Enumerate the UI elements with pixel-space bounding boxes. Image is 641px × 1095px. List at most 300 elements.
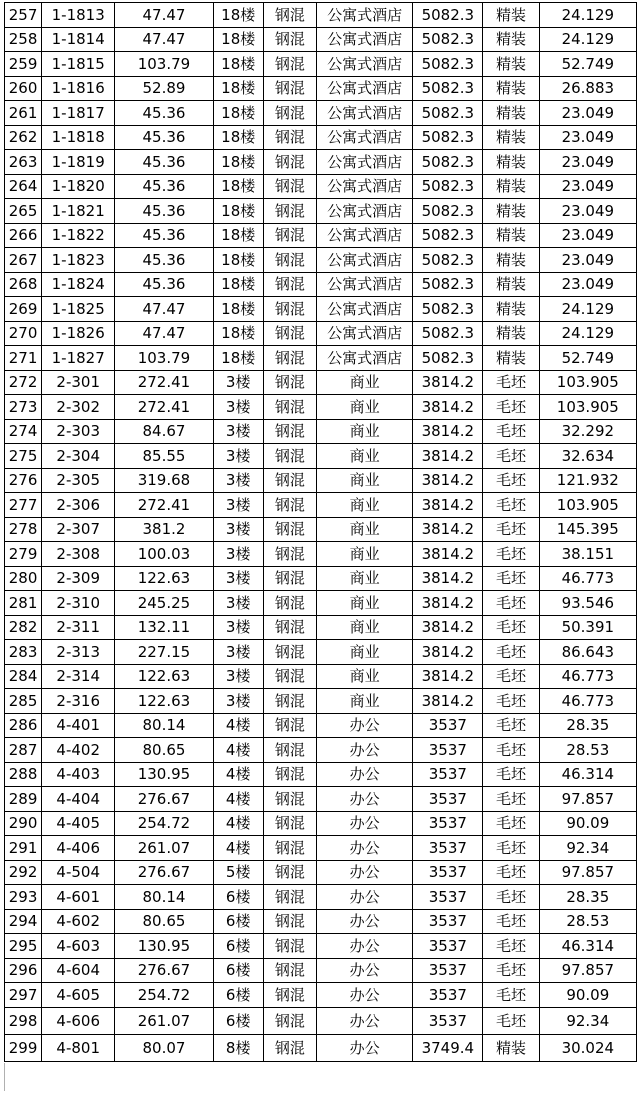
unit-price-cell: 3814.2 (413, 444, 483, 469)
area-cell: 45.36 (115, 199, 213, 224)
area-cell: 45.36 (115, 272, 213, 297)
row-number-cell: 289 (5, 787, 42, 812)
decoration-cell: 毛坯 (483, 419, 539, 444)
usage-cell: 商业 (316, 419, 412, 444)
row-number-cell: 267 (5, 248, 42, 273)
decoration-cell: 毛坯 (483, 444, 539, 469)
decoration-cell: 精装 (483, 199, 539, 224)
structure-cell: 钢混 (263, 248, 316, 273)
value-cell: 46.773 (539, 689, 636, 714)
table-row (5, 664, 637, 689)
area-cell: 254.72 (115, 983, 213, 1008)
room-number-cell: 1-1827 (42, 346, 115, 371)
structure-cell: 钢混 (263, 370, 316, 395)
value-cell: 23.049 (539, 125, 636, 150)
structure-cell: 钢混 (263, 591, 316, 616)
room-number-cell: 2-316 (42, 689, 115, 714)
table-row (5, 787, 637, 812)
row-number-cell: 268 (5, 272, 42, 297)
structure-cell: 钢混 (263, 419, 316, 444)
room-number-cell: 1-1821 (42, 199, 115, 224)
row-number-cell: 288 (5, 762, 42, 787)
room-number-cell: 2-305 (42, 468, 115, 493)
structure-cell: 钢混 (263, 346, 316, 371)
row-number-cell: 262 (5, 125, 42, 150)
table-row (5, 395, 637, 420)
decoration-cell: 毛坯 (483, 836, 539, 861)
unit-price-cell: 5082.3 (413, 125, 483, 150)
row-number-cell: 260 (5, 76, 42, 101)
usage-cell: 公寓式酒店 (316, 27, 412, 52)
room-number-cell: 4-604 (42, 958, 115, 983)
value-cell: 32.292 (539, 419, 636, 444)
table-row (5, 517, 637, 542)
decoration-cell: 毛坯 (483, 1007, 539, 1034)
decoration-cell: 精装 (483, 27, 539, 52)
row-number-cell: 265 (5, 199, 42, 224)
usage-cell: 商业 (316, 444, 412, 469)
room-number-cell: 1-1822 (42, 223, 115, 248)
value-cell: 97.857 (539, 787, 636, 812)
unit-price-cell: 5082.3 (413, 27, 483, 52)
unit-price-cell: 3814.2 (413, 591, 483, 616)
usage-cell: 办公 (316, 934, 412, 959)
decoration-cell: 毛坯 (483, 811, 539, 836)
row-number-cell: 286 (5, 713, 42, 738)
row-number-cell: 272 (5, 370, 42, 395)
area-cell: 254.72 (115, 811, 213, 836)
table-row (5, 419, 637, 444)
unit-price-cell: 3537 (413, 787, 483, 812)
floor-cell: 3楼 (213, 395, 263, 420)
room-number-cell: 2-311 (42, 615, 115, 640)
table-row (5, 738, 637, 763)
value-cell: 28.35 (539, 713, 636, 738)
floor-cell: 18楼 (213, 297, 263, 322)
unit-price-cell: 5082.3 (413, 346, 483, 371)
row-number-cell: 287 (5, 738, 42, 763)
usage-cell: 商业 (316, 566, 412, 591)
value-cell: 50.391 (539, 615, 636, 640)
floor-cell: 6楼 (213, 958, 263, 983)
area-cell: 227.15 (115, 640, 213, 665)
room-number-cell: 4-404 (42, 787, 115, 812)
usage-cell: 办公 (316, 860, 412, 885)
usage-cell: 公寓式酒店 (316, 76, 412, 101)
floor-cell: 3楼 (213, 664, 263, 689)
structure-cell: 钢混 (263, 860, 316, 885)
unit-price-cell: 3537 (413, 860, 483, 885)
row-number-cell: 284 (5, 664, 42, 689)
structure-cell: 钢混 (263, 444, 316, 469)
value-cell: 93.546 (539, 591, 636, 616)
floor-cell: 5楼 (213, 860, 263, 885)
decoration-cell: 毛坯 (483, 493, 539, 518)
unit-price-cell: 5082.3 (413, 3, 483, 28)
usage-cell: 商业 (316, 517, 412, 542)
area-cell: 261.07 (115, 1007, 213, 1034)
unit-price-cell: 3814.2 (413, 664, 483, 689)
value-cell: 103.905 (539, 395, 636, 420)
row-number-cell: 266 (5, 223, 42, 248)
area-cell: 45.36 (115, 223, 213, 248)
table-row (5, 713, 637, 738)
table-row (5, 101, 637, 126)
value-cell: 28.53 (539, 909, 636, 934)
value-cell: 90.09 (539, 983, 636, 1008)
structure-cell: 钢混 (263, 885, 316, 910)
decoration-cell: 毛坯 (483, 713, 539, 738)
row-number-cell: 275 (5, 444, 42, 469)
table-row (5, 983, 637, 1008)
floor-cell: 18楼 (213, 101, 263, 126)
unit-price-cell: 3749.4 (413, 1034, 483, 1061)
value-cell: 28.53 (539, 738, 636, 763)
decoration-cell: 毛坯 (483, 958, 539, 983)
floor-cell: 4楼 (213, 738, 263, 763)
structure-cell: 钢混 (263, 468, 316, 493)
unit-price-cell: 3537 (413, 762, 483, 787)
floor-cell: 3楼 (213, 566, 263, 591)
table-row (5, 493, 637, 518)
decoration-cell: 毛坯 (483, 615, 539, 640)
row-number-cell: 277 (5, 493, 42, 518)
row-number-cell: 273 (5, 395, 42, 420)
structure-cell: 钢混 (263, 493, 316, 518)
area-cell: 276.67 (115, 860, 213, 885)
table-row (5, 885, 637, 910)
area-cell: 47.47 (115, 27, 213, 52)
area-cell: 80.65 (115, 738, 213, 763)
usage-cell: 商业 (316, 689, 412, 714)
area-cell: 122.63 (115, 664, 213, 689)
structure-cell: 钢混 (263, 640, 316, 665)
structure-cell: 钢混 (263, 101, 316, 126)
room-number-cell: 1-1823 (42, 248, 115, 273)
row-number-cell: 259 (5, 52, 42, 77)
room-number-cell: 2-309 (42, 566, 115, 591)
room-number-cell: 1-1816 (42, 76, 115, 101)
decoration-cell: 精装 (483, 174, 539, 199)
value-cell: 92.34 (539, 836, 636, 861)
decoration-cell: 毛坯 (483, 909, 539, 934)
structure-cell: 钢混 (263, 787, 316, 812)
room-number-cell: 4-402 (42, 738, 115, 763)
row-number-cell: 258 (5, 27, 42, 52)
usage-cell: 商业 (316, 468, 412, 493)
room-number-cell: 1-1820 (42, 174, 115, 199)
room-number-cell: 1-1825 (42, 297, 115, 322)
usage-cell: 公寓式酒店 (316, 297, 412, 322)
structure-cell: 钢混 (263, 713, 316, 738)
decoration-cell: 精装 (483, 346, 539, 371)
decoration-cell: 精装 (483, 223, 539, 248)
table-row (5, 566, 637, 591)
unit-price-cell: 3537 (413, 1007, 483, 1034)
table-row (5, 1007, 637, 1034)
structure-cell: 钢混 (263, 542, 316, 567)
decoration-cell: 毛坯 (483, 395, 539, 420)
area-cell: 103.79 (115, 52, 213, 77)
usage-cell: 公寓式酒店 (316, 248, 412, 273)
usage-cell: 公寓式酒店 (316, 272, 412, 297)
floor-cell: 3楼 (213, 468, 263, 493)
decoration-cell: 毛坯 (483, 370, 539, 395)
decoration-cell: 毛坯 (483, 860, 539, 885)
decoration-cell: 精装 (483, 321, 539, 346)
unit-price-cell: 5082.3 (413, 150, 483, 175)
row-number-cell: 269 (5, 297, 42, 322)
decoration-cell: 毛坯 (483, 762, 539, 787)
area-cell: 45.36 (115, 248, 213, 273)
value-cell: 46.773 (539, 566, 636, 591)
usage-cell: 商业 (316, 493, 412, 518)
table-row (5, 958, 637, 983)
decoration-cell: 精装 (483, 76, 539, 101)
floor-cell: 4楼 (213, 811, 263, 836)
unit-price-cell: 3537 (413, 713, 483, 738)
table-row (5, 223, 637, 248)
structure-cell: 钢混 (263, 811, 316, 836)
room-number-cell: 2-304 (42, 444, 115, 469)
value-cell: 38.151 (539, 542, 636, 567)
room-number-cell: 4-401 (42, 713, 115, 738)
floor-cell: 18楼 (213, 52, 263, 77)
usage-cell: 公寓式酒店 (316, 223, 412, 248)
table-row (5, 52, 637, 77)
table-row (5, 150, 637, 175)
table-row (5, 836, 637, 861)
area-cell: 130.95 (115, 762, 213, 787)
room-number-cell: 2-314 (42, 664, 115, 689)
decoration-cell: 精装 (483, 248, 539, 273)
room-number-cell: 2-313 (42, 640, 115, 665)
floor-cell: 3楼 (213, 542, 263, 567)
area-cell: 272.41 (115, 395, 213, 420)
unit-price-cell: 3814.2 (413, 370, 483, 395)
floor-cell: 3楼 (213, 517, 263, 542)
room-number-cell: 4-602 (42, 909, 115, 934)
floor-cell: 8楼 (213, 1034, 263, 1061)
value-cell: 26.883 (539, 76, 636, 101)
structure-cell: 钢混 (263, 321, 316, 346)
floor-cell: 3楼 (213, 615, 263, 640)
row-number-cell: 270 (5, 321, 42, 346)
room-number-cell: 2-303 (42, 419, 115, 444)
area-cell: 45.36 (115, 174, 213, 199)
row-number-cell: 295 (5, 934, 42, 959)
unit-price-cell: 3537 (413, 983, 483, 1008)
structure-cell: 钢混 (263, 174, 316, 199)
unit-price-cell: 5082.3 (413, 272, 483, 297)
table-row (5, 125, 637, 150)
value-cell: 145.395 (539, 517, 636, 542)
row-number-cell: 296 (5, 958, 42, 983)
usage-cell: 公寓式酒店 (316, 346, 412, 371)
unit-price-cell: 5082.3 (413, 321, 483, 346)
decoration-cell: 毛坯 (483, 787, 539, 812)
structure-cell: 钢混 (263, 27, 316, 52)
table-row (5, 934, 637, 959)
area-cell: 276.67 (115, 958, 213, 983)
table-row (5, 370, 637, 395)
table-row (5, 76, 637, 101)
unit-price-cell: 5082.3 (413, 248, 483, 273)
value-cell: 92.34 (539, 1007, 636, 1034)
room-number-cell: 4-405 (42, 811, 115, 836)
usage-cell: 办公 (316, 738, 412, 763)
floor-cell: 18楼 (213, 199, 263, 224)
structure-cell: 钢混 (263, 738, 316, 763)
decoration-cell: 毛坯 (483, 738, 539, 763)
unit-price-cell: 3814.2 (413, 615, 483, 640)
area-cell: 319.68 (115, 468, 213, 493)
row-number-cell: 263 (5, 150, 42, 175)
floor-cell: 4楼 (213, 713, 263, 738)
usage-cell: 办公 (316, 713, 412, 738)
floor-cell: 3楼 (213, 493, 263, 518)
value-cell: 46.773 (539, 664, 636, 689)
unit-price-cell: 3814.2 (413, 542, 483, 567)
usage-cell: 商业 (316, 395, 412, 420)
usage-cell: 公寓式酒店 (316, 125, 412, 150)
unit-price-cell: 3537 (413, 958, 483, 983)
usage-cell: 办公 (316, 762, 412, 787)
value-cell: 24.129 (539, 297, 636, 322)
row-number-cell: 285 (5, 689, 42, 714)
usage-cell: 办公 (316, 885, 412, 910)
unit-price-cell: 3814.2 (413, 689, 483, 714)
decoration-cell: 精装 (483, 3, 539, 28)
room-number-cell: 2-302 (42, 395, 115, 420)
usage-cell: 办公 (316, 811, 412, 836)
value-cell: 121.932 (539, 468, 636, 493)
room-number-cell: 2-308 (42, 542, 115, 567)
usage-cell: 公寓式酒店 (316, 174, 412, 199)
property-table (4, 2, 637, 1062)
floor-cell: 18楼 (213, 346, 263, 371)
row-number-cell: 274 (5, 419, 42, 444)
decoration-cell: 毛坯 (483, 468, 539, 493)
value-cell: 24.129 (539, 321, 636, 346)
unit-price-cell: 3814.2 (413, 640, 483, 665)
usage-cell: 商业 (316, 640, 412, 665)
decoration-cell: 毛坯 (483, 689, 539, 714)
usage-cell: 办公 (316, 1034, 412, 1061)
decoration-cell: 精装 (483, 52, 539, 77)
area-cell: 130.95 (115, 934, 213, 959)
room-number-cell: 4-603 (42, 934, 115, 959)
property-listing-sheet (4, 2, 637, 1062)
floor-cell: 3楼 (213, 640, 263, 665)
row-number-cell: 261 (5, 101, 42, 126)
row-number-cell: 283 (5, 640, 42, 665)
structure-cell: 钢混 (263, 517, 316, 542)
floor-cell: 18楼 (213, 248, 263, 273)
row-number-cell: 282 (5, 615, 42, 640)
table-row (5, 199, 637, 224)
unit-price-cell: 3537 (413, 738, 483, 763)
area-cell: 261.07 (115, 836, 213, 861)
usage-cell: 办公 (316, 983, 412, 1008)
decoration-cell: 精装 (483, 101, 539, 126)
usage-cell: 办公 (316, 1007, 412, 1034)
room-number-cell: 1-1813 (42, 3, 115, 28)
room-number-cell: 1-1817 (42, 101, 115, 126)
value-cell: 97.857 (539, 958, 636, 983)
floor-cell: 18楼 (213, 27, 263, 52)
area-cell: 80.65 (115, 909, 213, 934)
unit-price-cell: 3814.2 (413, 566, 483, 591)
floor-cell: 6楼 (213, 983, 263, 1008)
structure-cell: 钢混 (263, 689, 316, 714)
value-cell: 103.905 (539, 370, 636, 395)
decoration-cell: 精装 (483, 150, 539, 175)
floor-cell: 18楼 (213, 321, 263, 346)
row-number-cell: 299 (5, 1034, 42, 1061)
decoration-cell: 毛坯 (483, 566, 539, 591)
value-cell: 103.905 (539, 493, 636, 518)
area-cell: 52.89 (115, 76, 213, 101)
row-number-cell: 293 (5, 885, 42, 910)
structure-cell: 钢混 (263, 664, 316, 689)
room-number-cell: 4-601 (42, 885, 115, 910)
decoration-cell: 毛坯 (483, 983, 539, 1008)
area-cell: 272.41 (115, 493, 213, 518)
structure-cell: 钢混 (263, 199, 316, 224)
room-number-cell: 4-605 (42, 983, 115, 1008)
room-number-cell: 4-406 (42, 836, 115, 861)
usage-cell: 公寓式酒店 (316, 3, 412, 28)
room-number-cell: 4-801 (42, 1034, 115, 1061)
usage-cell: 商业 (316, 664, 412, 689)
room-number-cell: 1-1818 (42, 125, 115, 150)
table-row (5, 689, 637, 714)
room-number-cell: 1-1819 (42, 150, 115, 175)
table-row (5, 1034, 637, 1061)
room-number-cell: 4-504 (42, 860, 115, 885)
value-cell: 28.35 (539, 885, 636, 910)
row-number-cell: 257 (5, 3, 42, 28)
floor-cell: 3楼 (213, 419, 263, 444)
usage-cell: 办公 (316, 836, 412, 861)
row-number-cell: 271 (5, 346, 42, 371)
value-cell: 90.09 (539, 811, 636, 836)
area-cell: 47.47 (115, 297, 213, 322)
decoration-cell: 毛坯 (483, 591, 539, 616)
unit-price-cell: 3814.2 (413, 493, 483, 518)
row-number-cell: 276 (5, 468, 42, 493)
unit-price-cell: 3537 (413, 836, 483, 861)
table-row (5, 346, 637, 371)
row-number-cell: 278 (5, 517, 42, 542)
decoration-cell: 毛坯 (483, 640, 539, 665)
floor-cell: 18楼 (213, 125, 263, 150)
unit-price-cell: 5082.3 (413, 199, 483, 224)
area-cell: 85.55 (115, 444, 213, 469)
value-cell: 46.314 (539, 934, 636, 959)
floor-cell: 6楼 (213, 934, 263, 959)
usage-cell: 商业 (316, 615, 412, 640)
value-cell: 24.129 (539, 27, 636, 52)
row-number-cell: 290 (5, 811, 42, 836)
unit-price-cell: 3537 (413, 811, 483, 836)
unit-price-cell: 5082.3 (413, 297, 483, 322)
table-row (5, 248, 637, 273)
floor-cell: 4楼 (213, 762, 263, 787)
area-cell: 84.67 (115, 419, 213, 444)
decoration-cell: 毛坯 (483, 885, 539, 910)
